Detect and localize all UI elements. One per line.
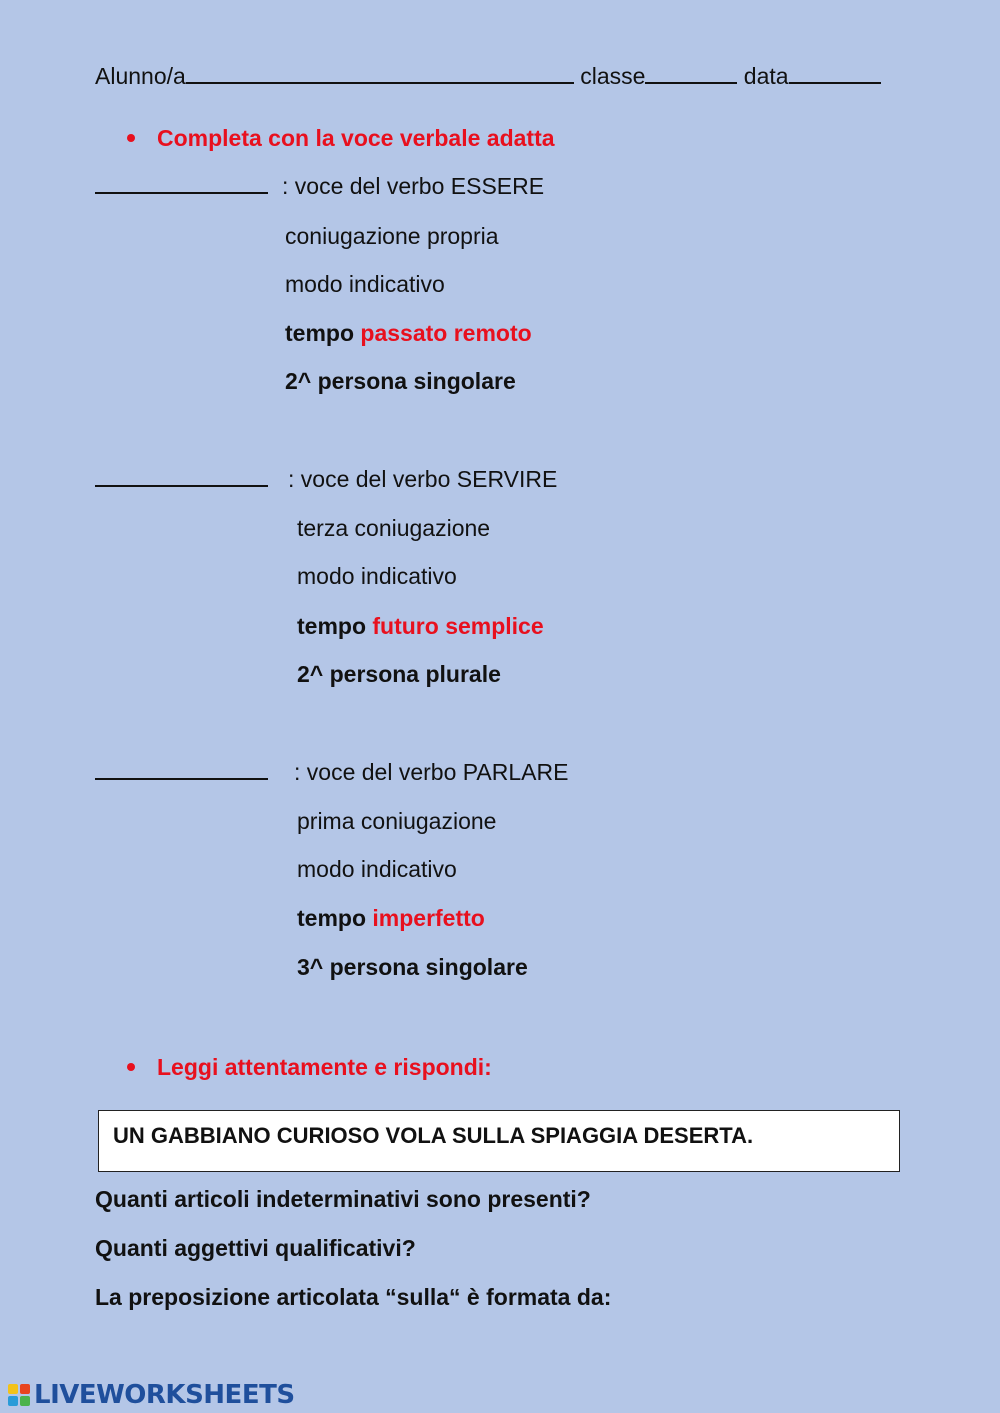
- tempo-value-3: imperfetto: [372, 905, 485, 931]
- persona-3: 3^ persona singolare: [297, 954, 528, 980]
- tempo-value-2: futuro semplice: [372, 613, 544, 639]
- date-field[interactable]: [789, 62, 881, 84]
- tempo-3: [297, 904, 485, 932]
- verb-line-1: : voce del verbo ESSERE: [282, 173, 545, 199]
- question-2: Quanti aggettivi qualificativi?: [95, 1235, 416, 1261]
- liveworksheets-logo-icon: [8, 1384, 30, 1406]
- sentence-text: UN GABBIANO CURIOSO VOLA SULLA SPIAGGIA DESERTA.: [113, 1123, 754, 1148]
- bullet-icon: [127, 134, 135, 142]
- modo-2: modo indicativo: [297, 563, 457, 589]
- bullet-icon: [127, 1063, 135, 1071]
- student-label: Alunno/a: [95, 63, 186, 89]
- section2-title-text: Leggi attentamente e rispondi:: [157, 1054, 492, 1080]
- brand-name: LIVEWORKSHEETS: [34, 1380, 295, 1410]
- student-name-field[interactable]: [186, 62, 574, 84]
- section1-title-text: Completa con la voce verbale adatta: [157, 125, 555, 151]
- modo-1: modo indicativo: [285, 271, 445, 297]
- tempo-1: [285, 319, 532, 347]
- tempo-2: [297, 612, 544, 640]
- modo-3: modo indicativo: [297, 856, 457, 882]
- verb-item-3: [95, 758, 568, 786]
- persona-2: 2^ persona plurale: [297, 661, 501, 687]
- answer-field-2[interactable]: [95, 465, 268, 487]
- tempo-label-2: tempo: [297, 613, 366, 639]
- class-field[interactable]: [645, 62, 737, 84]
- date-label: data: [743, 63, 789, 89]
- verb-line-2: : voce del verbo SERVIRE: [288, 466, 558, 492]
- class-label: classe: [580, 63, 646, 89]
- persona-1: 2^ persona singolare: [285, 368, 516, 394]
- coniugazione-3: prima coniugazione: [297, 808, 497, 834]
- verb-item-2: [95, 465, 557, 493]
- tempo-value-1: passato remoto: [360, 320, 532, 346]
- question-1: Quanti articoli indeterminativi sono presenti?: [95, 1186, 591, 1212]
- tempo-label-3: tempo: [297, 905, 366, 931]
- section1-title: [127, 124, 555, 152]
- verb-item-1: [95, 172, 544, 200]
- coniugazione-1: coniugazione propria: [285, 223, 499, 249]
- question-3: La preposizione articolata “sulla“ è formata da:: [95, 1284, 612, 1310]
- liveworksheets-logo: [8, 1380, 295, 1410]
- student-header: [95, 62, 881, 90]
- tempo-label-1: tempo: [285, 320, 354, 346]
- verb-line-3: : voce del verbo PARLARE: [294, 759, 569, 785]
- answer-field-1[interactable]: [95, 172, 268, 194]
- section2-title: [127, 1053, 492, 1081]
- answer-field-3[interactable]: [95, 758, 268, 780]
- sentence-box: [98, 1110, 900, 1172]
- coniugazione-2: terza coniugazione: [297, 515, 491, 541]
